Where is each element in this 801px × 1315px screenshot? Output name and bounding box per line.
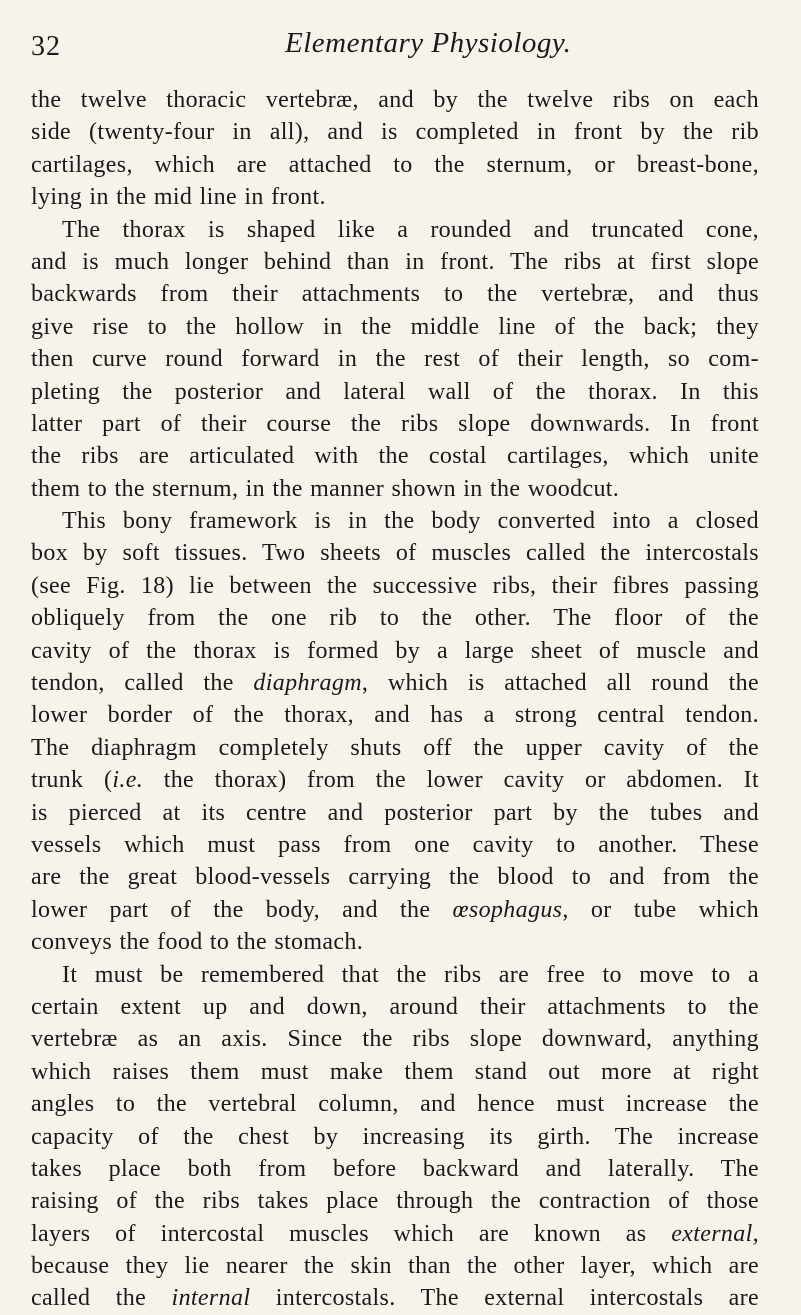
- text-line: cavity of the thorax is formed by a large sheet of muscle and: [31, 637, 759, 664]
- text-line: then curve round forward in the rest of their length, so com-: [31, 346, 759, 373]
- text-line: pleting the posterior and lateral wall of the thorax. In this: [31, 378, 759, 405]
- text-line: them to the sternum, in the manner shown in the woodcut.: [31, 475, 620, 502]
- text-line: capacity of the chest by increasing its girth. The increase: [31, 1123, 759, 1150]
- text-line: conveys the food to the stomach.: [31, 929, 364, 956]
- text-line: vertebræ as an axis. Since the ribs slope downward, anything: [31, 1026, 759, 1053]
- text-line: called the internal intercostals. The external intercostals are: [31, 1285, 759, 1312]
- running-head: [31, 27, 759, 67]
- text-line: raising of the ribs takes place through the contraction of those: [31, 1188, 759, 1215]
- text-line: The thorax is shaped like a rounded and truncated cone,: [62, 216, 759, 243]
- text-line: side (twenty-four in all), and is completed in front by the rib: [31, 119, 759, 146]
- text-line: and is much longer behind than in front. The ribs at first slope: [31, 248, 759, 275]
- text-line: is pierced at its centre and posterior part by the tubes and: [31, 799, 759, 826]
- text-line: give rise to the hollow in the middle line of the back; they: [31, 313, 759, 340]
- text-line: because they lie nearer the skin than the other layer, which are: [31, 1253, 759, 1280]
- text-line: certain extent up and down, around their attachments to the: [31, 993, 759, 1020]
- text-line: angles to the vertebral column, and hence must increase the: [31, 1091, 759, 1118]
- text-line: The diaphragm completely shuts off the upper cavity of the: [31, 734, 759, 761]
- text-line: This bony framework is in the body converted into a closed: [62, 508, 759, 535]
- text-line: which raises them must make them stand out more at right: [31, 1058, 759, 1085]
- text-line: the ribs are articulated with the costal cartilages, which unite: [31, 443, 759, 470]
- text-line: takes place both from before backward and laterally. The: [31, 1155, 759, 1182]
- body-text: [31, 84, 759, 1315]
- italic-term: diaphragm: [253, 670, 362, 697]
- italic-term: œsophagus: [452, 896, 563, 923]
- text-line: layers of intercostal muscles which are known as external,: [31, 1220, 759, 1247]
- text-line: lower part of the body, and the œsophagus, or tube which: [31, 896, 760, 923]
- text-line: It must be remembered that the ribs are free to move to a: [62, 961, 759, 988]
- text-line: box by soft tissues. Two sheets of muscles called the intercostals: [31, 540, 759, 567]
- text-line: lower border of the thorax, and has a strong central tendon.: [31, 702, 759, 729]
- text-line: obliquely from the one rib to the other. The floor of the: [31, 605, 759, 632]
- italic-term: external: [671, 1220, 753, 1247]
- text-line: tendon, called the diaphragm, which is attached all round the: [31, 670, 759, 697]
- page-number: 32: [31, 31, 61, 62]
- text-line: cartilages, which are attached to the sternum, or breast-bone,: [31, 151, 759, 178]
- running-title: Elementary Physiology.: [285, 27, 572, 59]
- text-line: the twelve thoracic vertebræ, and by the twelve ribs on each: [31, 87, 759, 113]
- text-line: trunk (i.e. the thorax) from the lower cavity or abdomen. It: [31, 767, 759, 794]
- text-line: backwards from their attachments to the vertebræ, and thus: [31, 281, 759, 308]
- italic-term: i.e.: [112, 767, 144, 794]
- text-line: are the great blood-vessels carrying the blood to and from the: [31, 864, 759, 891]
- text-line: lying in the mid line in front.: [31, 184, 326, 211]
- text-line: (see Fig. 18) lie between the successive ribs, their fibres passing: [31, 572, 759, 599]
- text-line: vessels which must pass from one cavity to another. These: [31, 831, 759, 858]
- text-line: latter part of their course the ribs slope downwards. In front: [31, 410, 759, 437]
- italic-term: internal: [171, 1285, 251, 1312]
